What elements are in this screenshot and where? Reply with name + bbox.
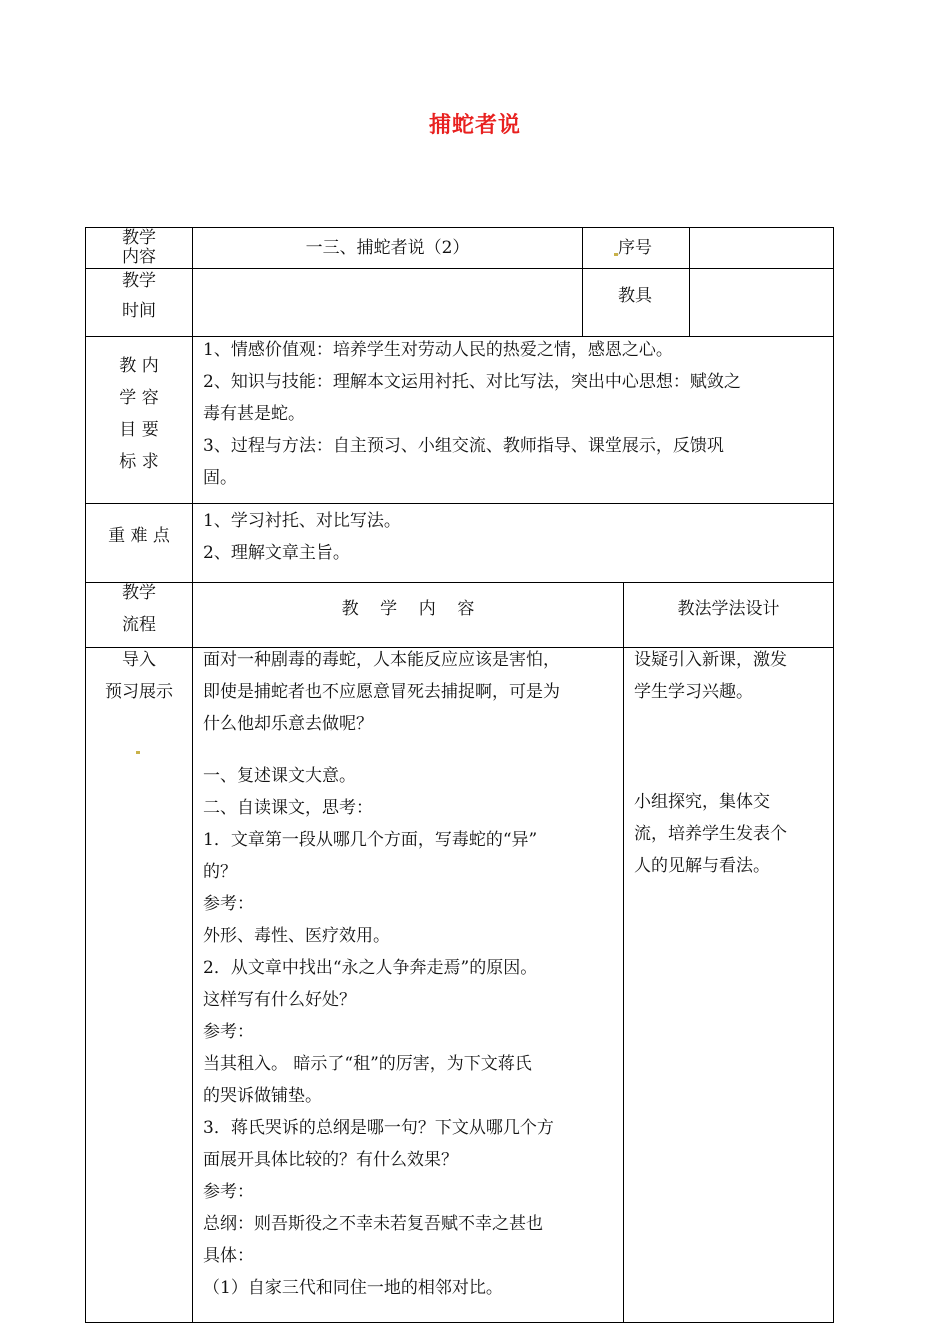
content-line: 什么他却乐意去做呢？: [203, 714, 373, 734]
row2-label-line: 时间: [122, 301, 156, 321]
content-line: 的哭诉做铺垫。: [203, 1086, 322, 1106]
goals-label: [86, 350, 192, 478]
content-line: 一、复述课文大意。: [203, 766, 356, 786]
goal-line: 1、情感价值观：培养学生对劳动人民的热爱之情，感恩之心。: [203, 340, 673, 360]
stage-label-line: 导入: [122, 650, 156, 670]
method-notes-2: [634, 786, 830, 882]
goal-line: 3、过程与方法：自主预习、小组交流、教师指导、课堂展示，反馈巩: [203, 436, 724, 456]
content-line: 参考：: [203, 894, 254, 914]
flow-label: [86, 577, 192, 641]
method-notes-1: [634, 644, 830, 708]
content-line: 即使是捕蛇者也不应愿意冒死去捕捉啊，可是为: [203, 682, 560, 702]
key-point-line: 2、理解文章主旨。: [203, 543, 350, 563]
method-line: 人的见解与看法。: [634, 856, 770, 876]
flow-label-line: 流程: [122, 615, 156, 635]
method-line: 设疑引入新课，激发: [634, 650, 787, 670]
goal-line: 2、知识与技能：理解本文运用衬托、对比写法，突出中心思想：赋敛之: [203, 372, 741, 392]
tools-label: 教具: [618, 286, 652, 306]
content-header: 教 学 内 容: [341, 599, 475, 619]
method-line: 小组探究，集体交: [634, 792, 770, 812]
content-line: 参考：: [203, 1022, 254, 1042]
key-points-text: [203, 505, 828, 569]
goals-label-line: 标 求: [119, 452, 159, 472]
goals-label-line: 教 内: [119, 356, 159, 376]
content-line: 的？: [203, 862, 237, 882]
seq-label: 序号: [618, 238, 652, 258]
row2-label: [86, 266, 192, 326]
row1-label: [86, 228, 192, 267]
goal-line: 毒有甚是蛇。: [203, 404, 305, 424]
stage-label-line: 预习展示: [105, 682, 173, 702]
stage-label: [86, 644, 192, 708]
method-line: 学生学习兴趣。: [634, 682, 753, 702]
content-line: 面对一种剧毒的毒蛇，人本能反应应该是害怕，: [203, 650, 560, 670]
content-line: 1．文章第一段从哪几个方面，写毒蛇的“异”: [203, 830, 538, 850]
goal-line: 固。: [203, 468, 237, 488]
key-points-label: 重 难 点: [108, 526, 170, 546]
content-line: 2．从文章中找出“永之人争奔走焉”的原因。: [203, 958, 538, 978]
content-line: 面展开具体比较的？有什么效果？: [203, 1150, 458, 1170]
flow-content: [203, 644, 621, 1304]
lesson-content: 一三、捕蛇者说（2）: [305, 238, 470, 258]
marker-dot: [614, 253, 618, 256]
content-line: 参考：: [203, 1182, 254, 1202]
method-line: 流，培养学生发表个: [634, 824, 787, 844]
content-line: 这样写有什么好处？: [203, 990, 356, 1010]
row1-label-line: 教学: [122, 228, 156, 248]
goals-label-line: 学 容: [119, 388, 159, 408]
goals-label-line: 目 要: [119, 420, 159, 440]
content-line: 3．蒋氏哭诉的总纲是哪一句？下文从哪几个方: [203, 1118, 554, 1138]
flow-label-line: 教学: [122, 583, 156, 603]
content-line: 总纲：则吾斯役之不幸未若复吾赋不幸之甚也: [203, 1214, 543, 1234]
goals-text: [203, 334, 828, 494]
page-title: 捕蛇者说: [428, 113, 521, 138]
row1-label-line: 内容: [122, 247, 156, 267]
marker-dot: [136, 751, 140, 754]
content-line: 具体：: [203, 1246, 254, 1266]
row2-label-line: 教学: [122, 271, 156, 291]
content-line: （1）自家三代和同住一地的相邻对比。: [203, 1278, 503, 1298]
content-line: 当其租入。 暗示了“租”的厉害，为下文蒋氏: [203, 1054, 532, 1074]
method-header: 教法学法设计: [677, 599, 780, 619]
key-point-line: 1、学习衬托、对比写法。: [203, 511, 401, 531]
content-line: 外形、毒性、医疗效用。: [203, 926, 390, 946]
content-line: 二、自读课文，思考：: [203, 798, 373, 818]
